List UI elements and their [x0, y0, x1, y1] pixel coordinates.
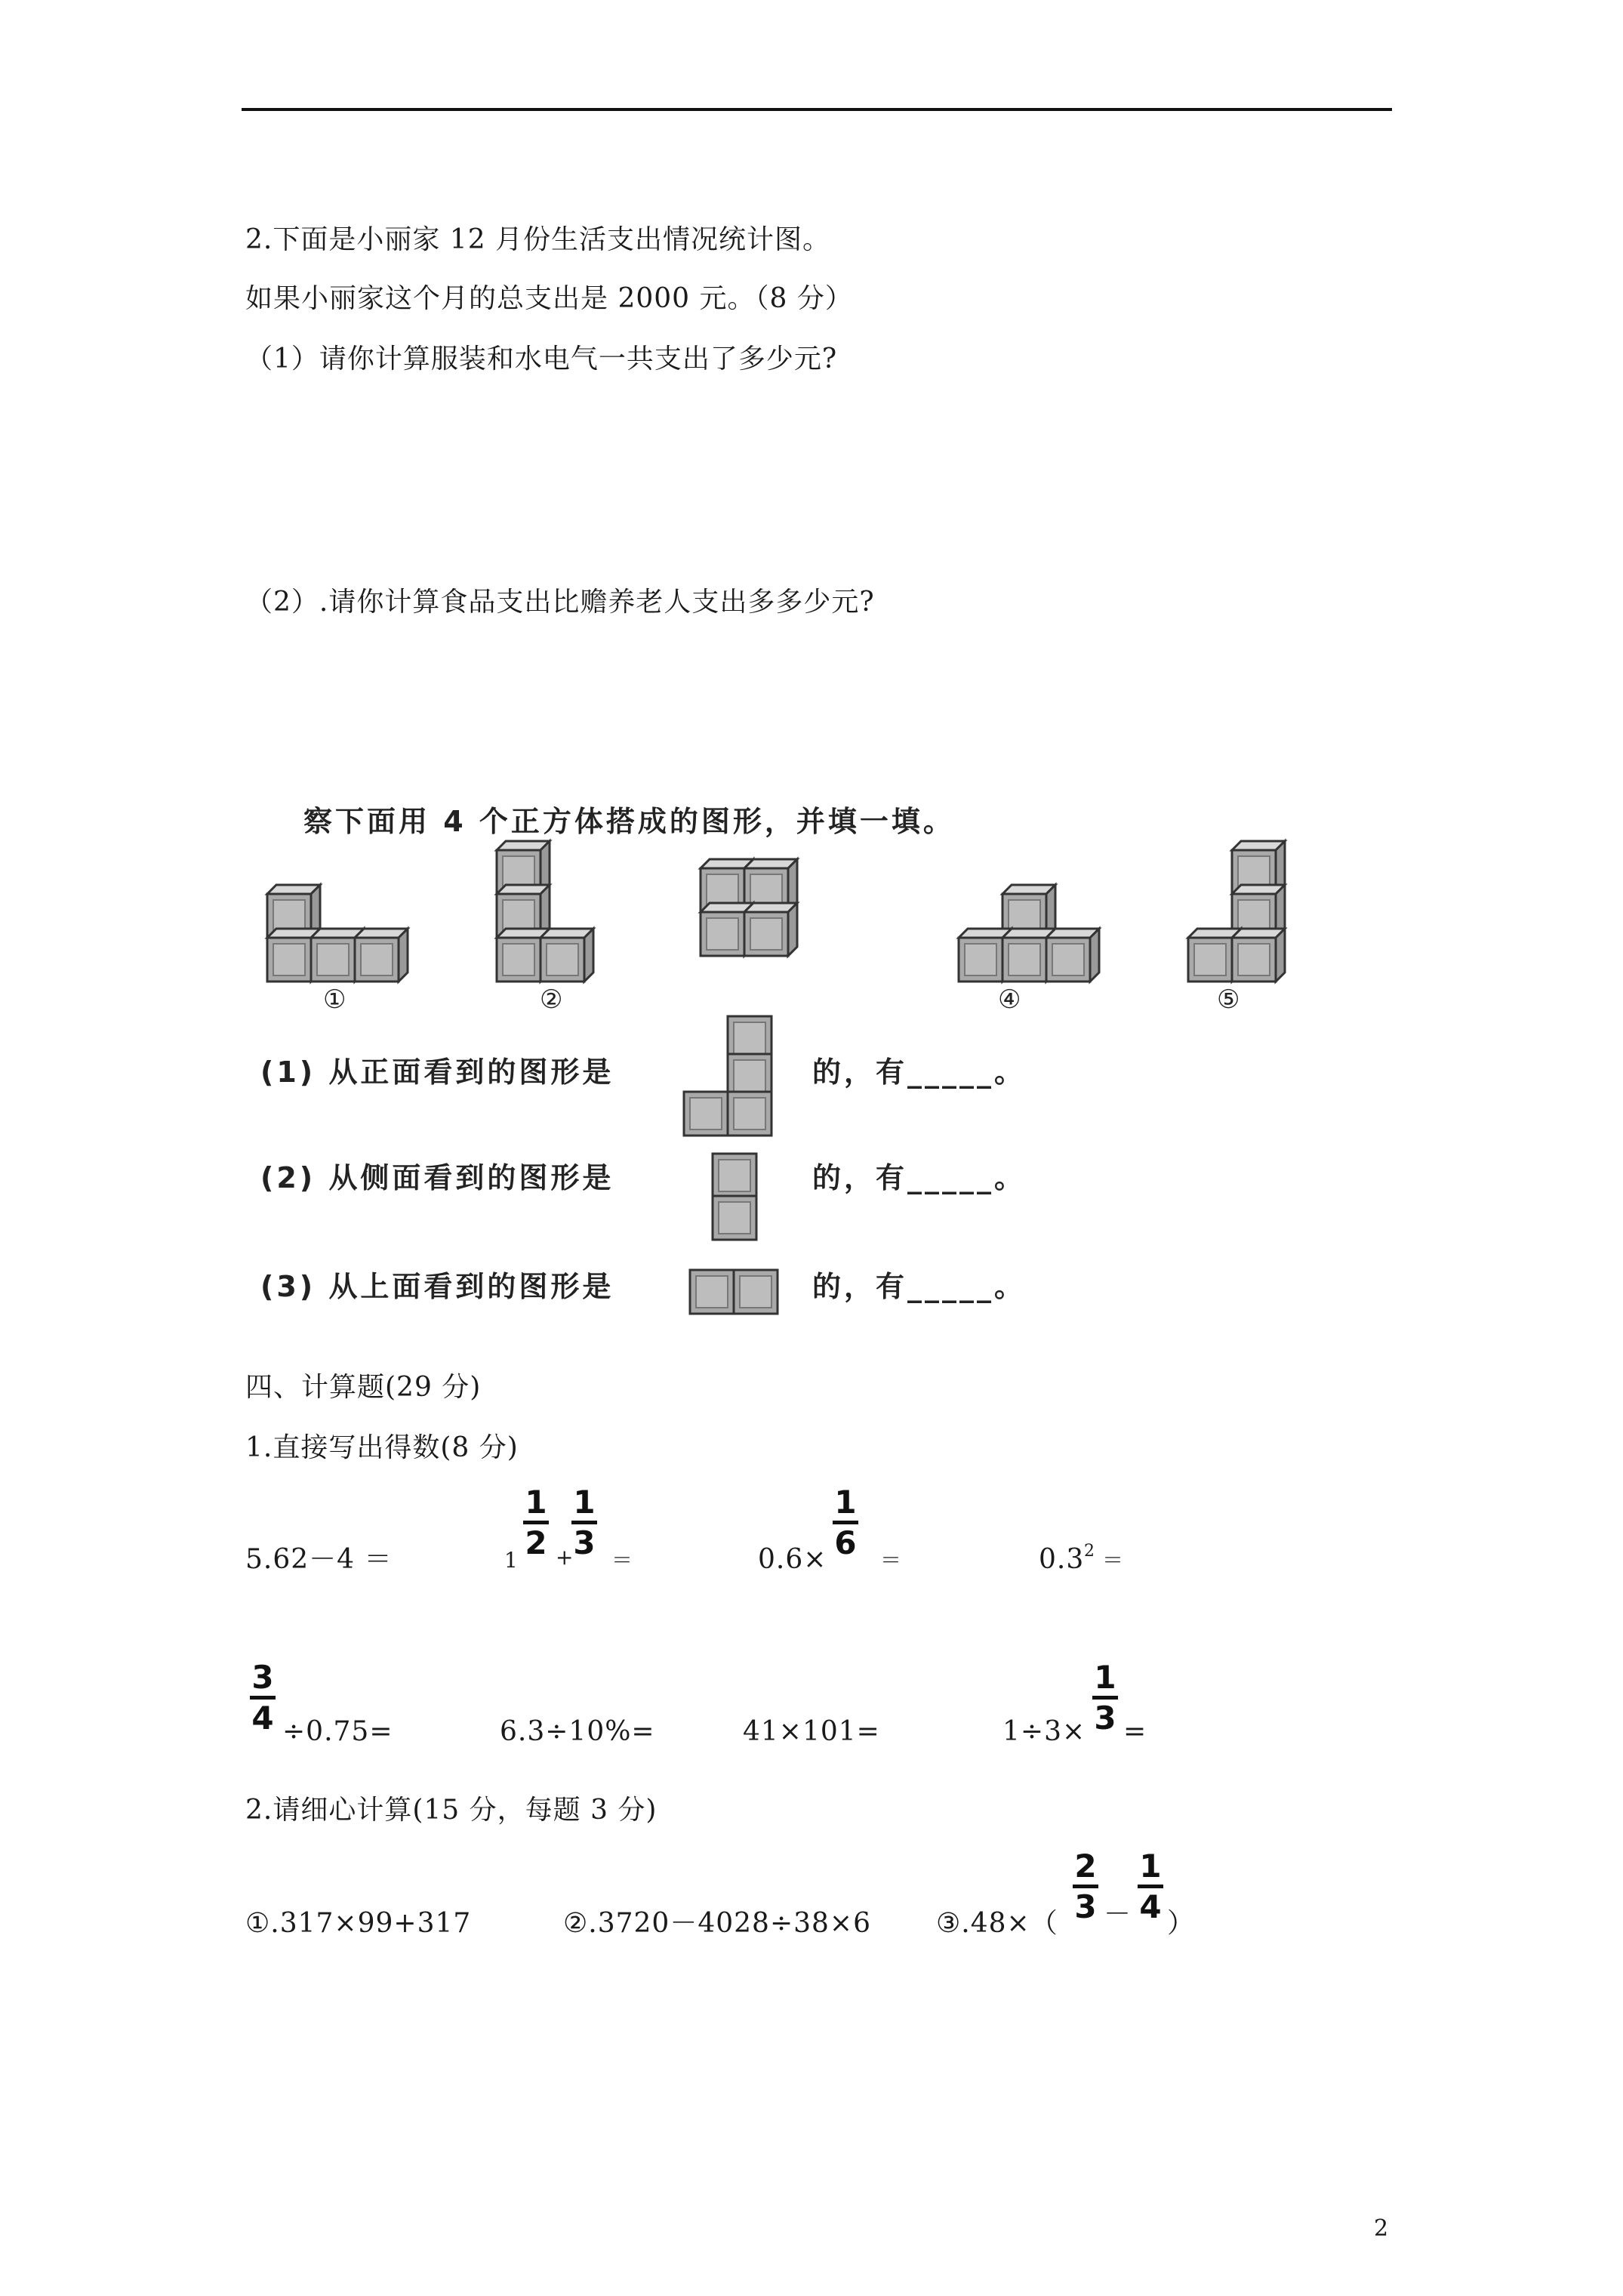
figure-5: [1188, 841, 1285, 982]
q2-sub2: （2）.请你计算食品支出比赡养老人支出多多少元?: [245, 587, 875, 618]
figure-label-2: ②: [540, 985, 563, 1015]
section4-q2-title: 2.请细心计算(15 分，每题 3 分): [245, 1795, 658, 1826]
expr-1b-plus: +: [556, 1545, 574, 1570]
expr-2a-rest: ÷0.75=: [282, 1716, 393, 1747]
expr-1d-sup: 2: [1084, 1542, 1095, 1561]
expr-3c-frac1-den: 3: [1074, 1888, 1097, 1925]
expr-2d-pre: 1÷3×: [1002, 1716, 1086, 1747]
expr-1b-frac2-den: 3: [573, 1524, 596, 1561]
expr-2c: 41×101=: [743, 1716, 880, 1747]
expr-2d-frac-den: 3: [1094, 1700, 1116, 1737]
figure-label-5: ⑤: [1217, 985, 1240, 1015]
expr-1d-eq: ＝: [1102, 1548, 1124, 1573]
expr-1a: 5.62－4 ＝: [245, 1544, 393, 1575]
figure-2: [497, 841, 593, 982]
top-view-answer: 的，有_____。: [812, 1270, 1027, 1303]
expr-2a-frac-den: 4: [251, 1700, 274, 1737]
expr-1c-frac-den: 6: [834, 1524, 857, 1561]
expr-1c-frac-num: 1: [834, 1484, 857, 1521]
expr-3a: ①.317×99+317: [245, 1908, 472, 1939]
front-view-answer: 的，有_____。: [812, 1056, 1027, 1089]
expr-1c-pre: 0.6×: [758, 1544, 827, 1575]
expr-3c-minus: －: [1104, 1899, 1132, 1930]
expr-1c-eq: ＝: [880, 1548, 902, 1573]
expr-1b-frac2-num: 1: [573, 1484, 596, 1521]
front-view-question: (1) 从正面看到的图形是: [260, 1056, 614, 1089]
expr-1b-frac1-den: 2: [525, 1524, 547, 1561]
expr-3c-frac1-num: 2: [1074, 1848, 1097, 1885]
side-view-question: (2) 从侧面看到的图形是: [260, 1161, 614, 1194]
side-view-shape: [713, 1154, 756, 1240]
top-view-shape: [690, 1270, 778, 1314]
expr-3c-frac2-den: 4: [1139, 1888, 1162, 1925]
expr-3c-close: ）: [1167, 1908, 1196, 1939]
expr-1b-eq: ＝: [611, 1548, 633, 1573]
expr-2b: 6.3÷10%=: [500, 1716, 655, 1747]
expr-3c-pre: ③.48×（: [936, 1908, 1058, 1939]
cubes-heading: 察下面用 4 个正方体搭成的图形，并填一填。: [303, 805, 955, 838]
q2-title: 2.下面是小丽家 12 月份生活支出情况统计图。: [245, 224, 831, 255]
page-number: 2: [1374, 2215, 1390, 2242]
expr-1b-whole: 1: [504, 1548, 518, 1573]
top-view-question: (3) 从上面看到的图形是: [260, 1270, 614, 1303]
figure-label-1: ①: [323, 985, 346, 1015]
figure-1: [267, 885, 408, 982]
expr-2d-eq: =: [1123, 1716, 1147, 1747]
expr-3b: ②.3720－4028÷38×6: [563, 1908, 871, 1939]
figure-4: [959, 885, 1099, 982]
expr-1b-frac1-num: 1: [525, 1484, 547, 1521]
figure-3: [701, 859, 797, 956]
q2-sub1: （1）请你计算服装和水电气一共支出了多少元?: [245, 344, 838, 374]
expr-3c-frac2-num: 1: [1139, 1848, 1162, 1885]
section4-title: 四、计算题(29 分): [245, 1372, 482, 1403]
expr-1d: 0.3: [1039, 1544, 1085, 1575]
q2-line2: 如果小丽家这个月的总支出是 2000 元。（8 分）: [245, 283, 853, 314]
expr-2d-frac-num: 1: [1094, 1659, 1116, 1696]
expr-2a-frac-num: 3: [251, 1659, 274, 1696]
figure-label-4: ④: [998, 985, 1021, 1015]
front-view-shape: [684, 1016, 771, 1136]
side-view-answer: 的，有_____。: [812, 1161, 1027, 1194]
section4-q1-title: 1.直接写出得数(8 分): [245, 1432, 519, 1463]
